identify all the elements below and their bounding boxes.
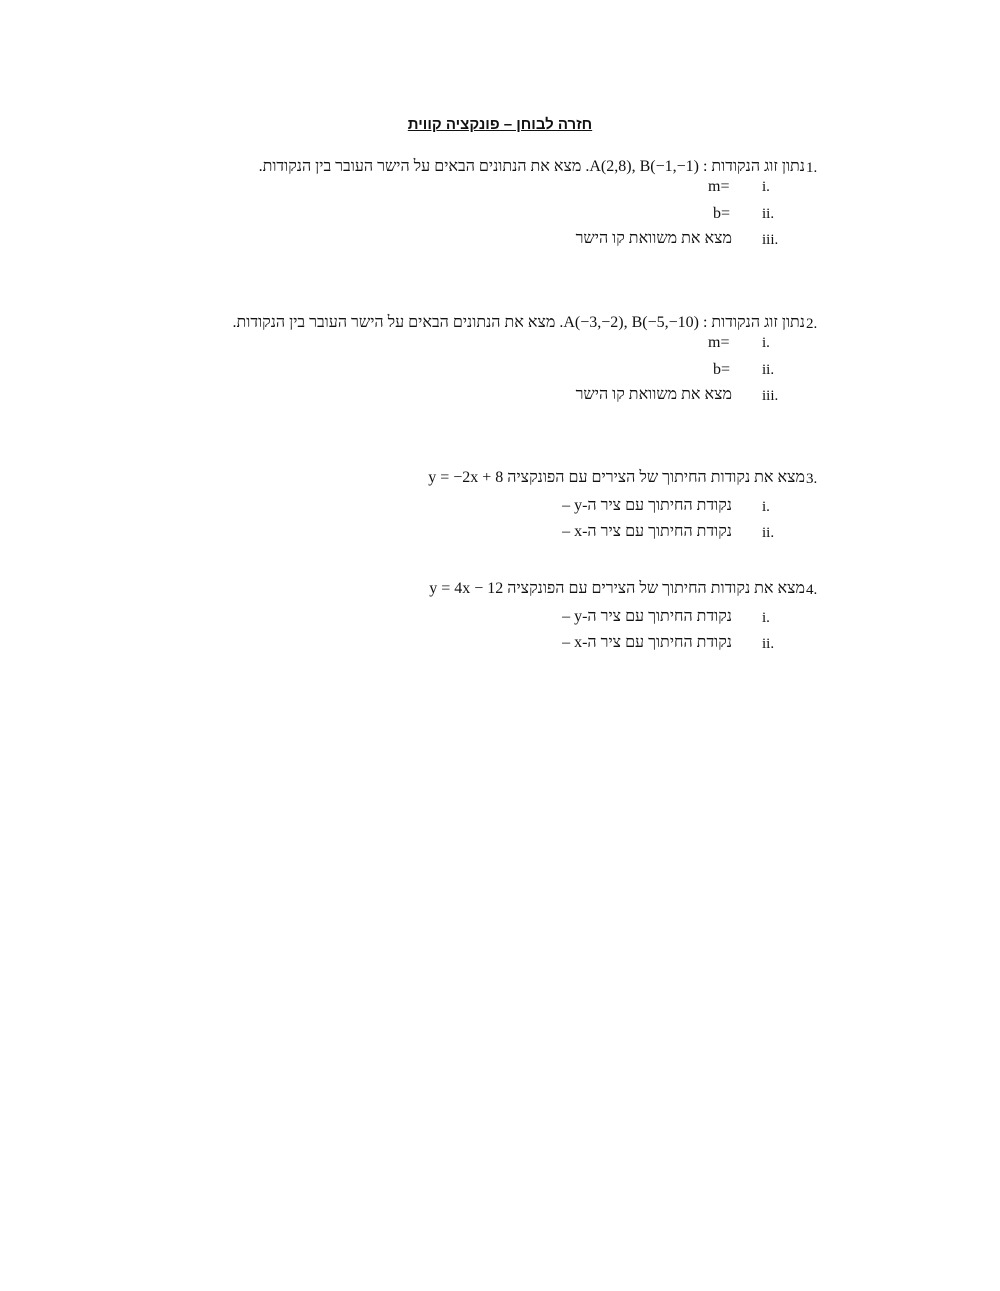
question-4-number: 4. — [806, 582, 818, 598]
page-title: חזרה לבוחן – פונקציה קווית — [407, 116, 593, 133]
question-3-text: מצא את נקודות החיתוך של הצירים עם הפונקציה y = −2x + 8 — [428, 469, 805, 486]
question-1-item-i-label: i. — [762, 179, 770, 195]
question-4-item-ii-label: ii. — [762, 636, 775, 652]
question-1-item-iii-label: iii. — [762, 232, 779, 248]
question-4-item-ii-text: נקודת החיתוך עם ציר ה-x – — [562, 634, 732, 651]
question-1-number: 1. — [806, 160, 818, 176]
question-2-item-i-text: m= — [708, 334, 730, 351]
question-4-item-i-text: נקודת החיתוך עם ציר ה-y – — [562, 608, 732, 625]
question-4-text: מצא את נקודות החיתוך של הצירים עם הפונקציה y = 4x − 12 — [429, 580, 805, 597]
question-2-number: 2. — [806, 316, 818, 332]
question-3-item-ii-text: נקודת החיתוך עם ציר ה-x – — [562, 523, 732, 540]
question-2-item-iii-text: מצא את משוואת קו הישר — [575, 386, 732, 403]
question-1-item-iii-text: מצא את משוואת קו הישר — [575, 230, 732, 247]
question-3-item-i-text: נקודת החיתוך עם ציר ה-y – — [562, 497, 732, 514]
question-3-item-ii-label: ii. — [762, 525, 775, 541]
question-1-item-ii-label: ii. — [762, 206, 775, 222]
question-2-item-ii-label: ii. — [762, 362, 775, 378]
question-2-item-iii-label: iii. — [762, 388, 779, 404]
question-1-item-i-text: m= — [708, 178, 730, 195]
question-2-item-ii-text: b= — [713, 361, 731, 378]
question-2-item-i-label: i. — [762, 335, 770, 351]
question-1-item-ii-text: b= — [713, 205, 731, 222]
question-2-text: נתון זוג הנקודות : A(−3,−2), B(−5,−10). מצא את הנתונים הבאים על הישר העובר בין הנקודות. — [232, 314, 805, 331]
question-1-text: נתון זוג הנקודות : A(2,8), B(−1,−1). מצא את הנתונים הבאים על הישר העובר בין הנקודות. — [258, 158, 805, 175]
question-3-number: 3. — [806, 471, 818, 487]
question-4-item-i-label: i. — [762, 610, 770, 626]
question-3-item-i-label: i. — [762, 499, 770, 515]
